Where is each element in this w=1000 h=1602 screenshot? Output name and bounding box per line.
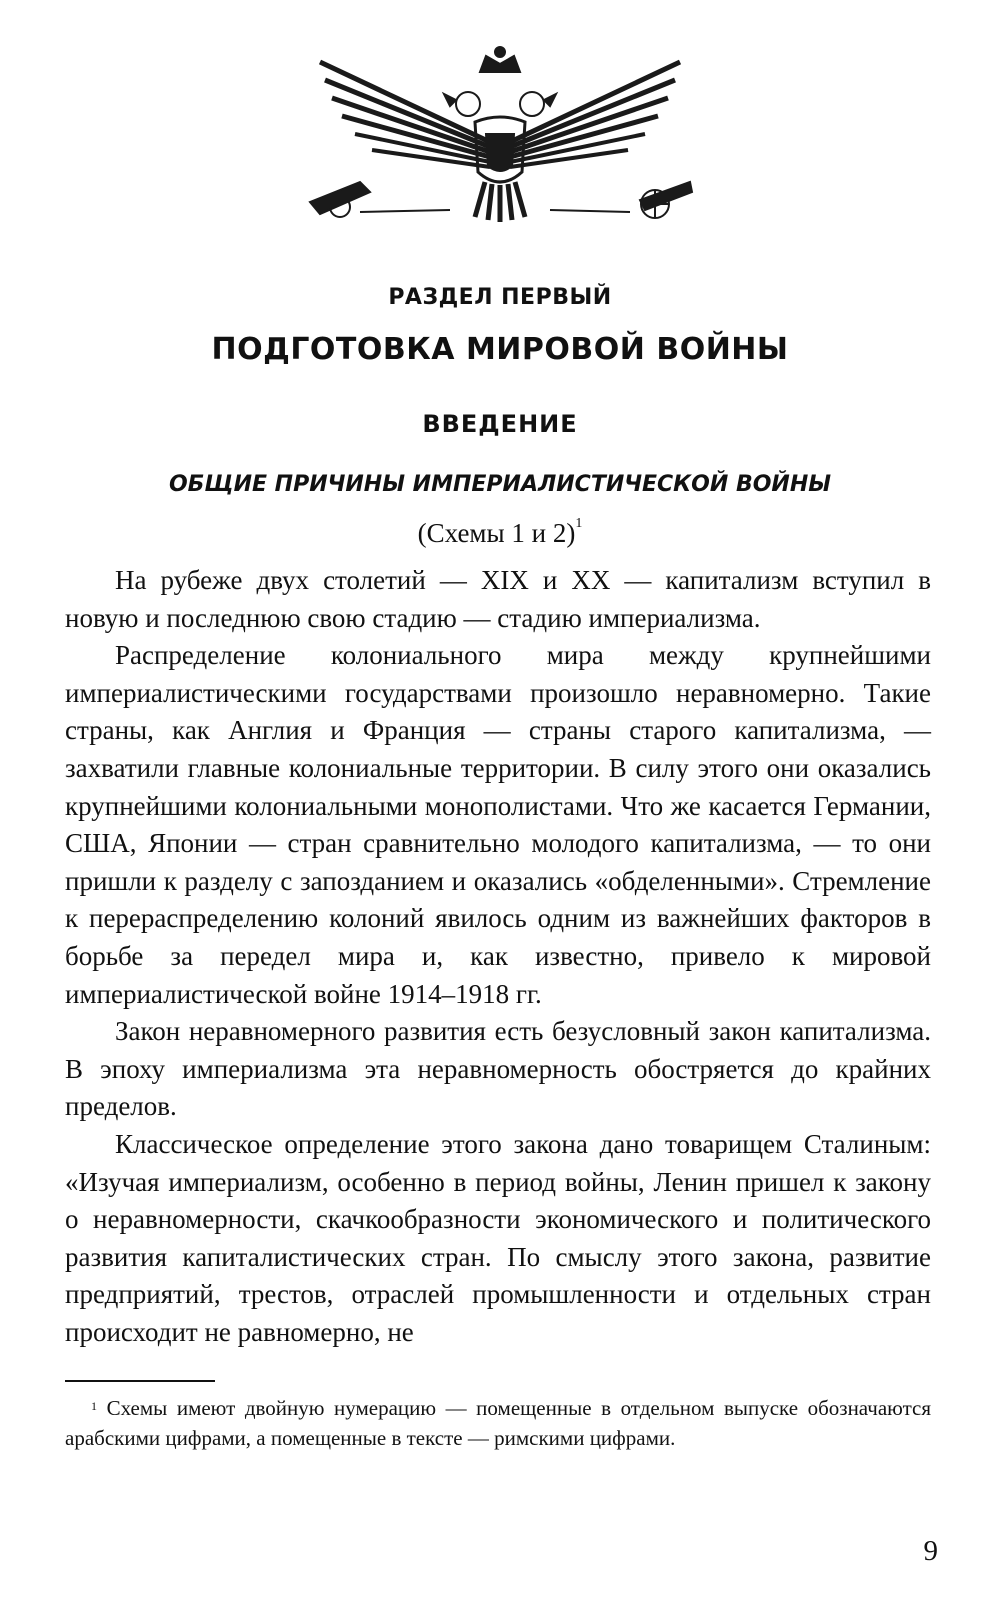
chapter-title: ОБЩИЕ ПРИЧИНЫ ИМПЕРИАЛИСТИЧЕСКОЙ ВОЙНЫ bbox=[168, 472, 832, 497]
footnote bbox=[65, 1393, 931, 1453]
paragraph: Классическое определение этого закона дано товарищем Сталиным: «Изучая империализм, особенно в период войны, Ленин пришел к закону о неравномерности, скачкообразности экономического и политического развития капиталистических стран. По смыслу этого закона, развитие предприятий, трестов, отраслей промышленности и отдельных стран происходит не равномерно, не bbox=[65, 1128, 931, 1347]
paragraph: Закон неравномерного развития есть безусловный закон капитализма. В эпоху империализма эта неравномерность обостряется до крайних пределов. bbox=[65, 1016, 931, 1122]
double-headed-eagle-emblem-icon bbox=[300, 42, 700, 222]
section-title: ПОДГОТОВКА МИРОВОЙ ВОЙНЫ bbox=[211, 332, 789, 367]
page-number: 9 bbox=[923, 1535, 938, 1567]
paragraph: На рубеже двух столетий — XIX и XX — капитализм вступил в новую и последнюю свою стадию — стадию империализма. bbox=[65, 565, 931, 633]
section-label: РАЗДЕЛ ПЕРВЫЙ bbox=[388, 285, 612, 310]
schemes-text: (Схемы 1 и 2) bbox=[417, 518, 576, 548]
schemes-reference bbox=[0, 518, 1000, 549]
footnote-text: Схемы имеют двойную нумерацию — помещенные в отдельном выпуске обозначаются арабскими цифрами, а помещенные в тексте — римскими цифрами. bbox=[65, 1396, 931, 1450]
footnote-mark: 1 bbox=[91, 1399, 97, 1413]
body-text bbox=[65, 562, 931, 1351]
footnote-reference-mark: 1 bbox=[575, 516, 583, 531]
introduction-title: ВВЕДЕНИЕ bbox=[422, 410, 578, 438]
paragraph: Распределение колониального мира между крупнейшими империалистическими государствами произошло неравномерно. Такие страны, как Англия и Франция — страны старого капитализма, — захватили главные колониальные территории. В силу этого они оказались крупнейшими колониальными монополистами. Что же касается Германии, США, Японии — стран сравнительно молодого капитализма, — то они пришли к разделу с запозданием и оказались «обделенными». Стремление к перераспределению колоний явилось одним из важнейших факторов в борьбе за передел мира и, как известно, привело к мировой империалистической войне 1914–1918 гг. bbox=[65, 640, 931, 1009]
footnote-divider bbox=[65, 1380, 215, 1382]
